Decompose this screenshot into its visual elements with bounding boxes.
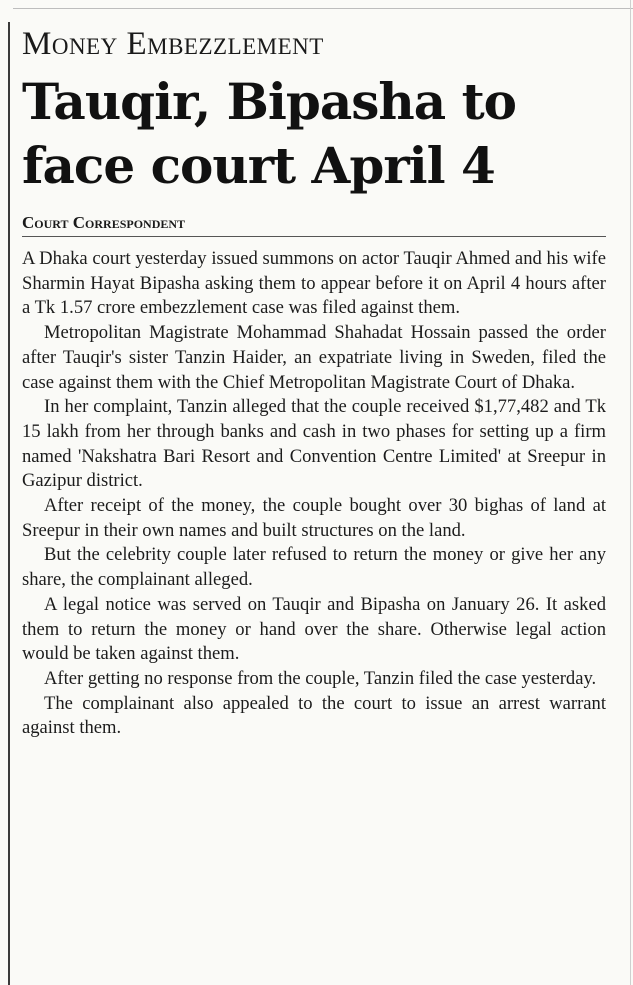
article-kicker: Money Embezzlement xyxy=(22,26,324,62)
byline-block xyxy=(22,212,606,237)
news-article xyxy=(22,24,606,741)
article-paragraph: The complainant also appealed to the court to issue an arrest warrant against them. xyxy=(22,692,606,739)
column-rule xyxy=(8,22,10,985)
right-border-rule xyxy=(630,0,631,985)
top-border-rule xyxy=(13,8,633,9)
article-headline: Tauqir, Bipasha to face court April 4 xyxy=(22,72,517,195)
article-body xyxy=(22,247,606,741)
article-paragraph: A Dhaka court yesterday issued summons on actor Tauqir Ahmed and his wife Sharmin Hayat Bipasha asking them to appear before it on April 4 hours after a Tk 1.57 crore embezzlement case was filed against them. xyxy=(22,248,606,319)
article-paragraph: But the celebrity couple later refused to return the money or give her any share, the complainant alleged. xyxy=(22,544,606,591)
article-paragraph: After receipt of the money, the couple bought over 30 bighas of land at Sreepur in their own names and built structures on the land. xyxy=(22,495,606,541)
article-paragraph: After getting no response from the couple, Tanzin filed the case yesterday. xyxy=(44,667,597,689)
article-paragraph: Metropolitan Magistrate Mohammad Shahadat Hossain passed the order after Tauqir's sister Tanzin Haider, an expatriate living in Sweden, filed the case against them with the Chief Metropolitan Magistrate Court of Dhaka. xyxy=(22,322,606,393)
article-paragraph: A legal notice was served on Tauqir and Bipasha on January 26. It asked them to return the money or hand over the share. Otherwise legal action would be taken against them. xyxy=(22,593,606,665)
article-byline: Court Correspondent xyxy=(22,213,186,232)
article-paragraph: In her complaint, Tanzin alleged that the couple received $1,77,482 and Tk 15 lakh from her through banks and cash in two phases for setting up a firm named 'Nakshatra Bari Resort and Convention Centre Limited' at Sreepur in Gazipur district. xyxy=(22,396,606,492)
